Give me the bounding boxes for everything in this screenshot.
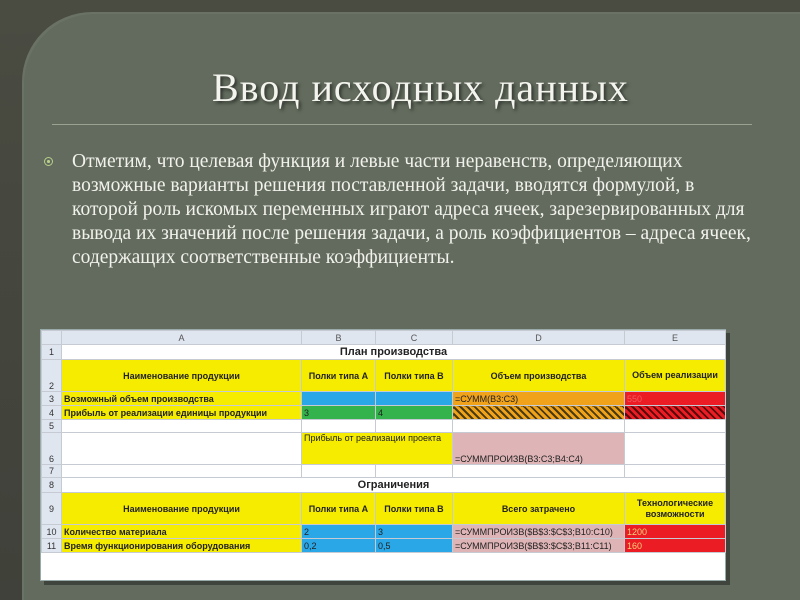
cell-a11: Время функционирования оборудования [62, 539, 302, 553]
column-header: C [376, 331, 453, 345]
sheet-row [42, 525, 726, 539]
cell-d7 [453, 465, 625, 478]
row-number: 2 [42, 360, 62, 392]
cell-d3: =СУММ(B3:C3) [453, 392, 625, 406]
cell-e11: 160 [625, 539, 726, 553]
cell-e3 [625, 392, 726, 406]
cell-b7 [302, 465, 376, 478]
sheet-row [42, 345, 726, 360]
title-divider [52, 124, 752, 125]
column-header: E [625, 331, 726, 345]
sheet-row [42, 465, 726, 478]
cell-e10: 1200 [625, 525, 726, 539]
column-header: B [302, 331, 376, 345]
cell-a10: Количество материала [62, 525, 302, 539]
cell-b9: Полки типа А [302, 493, 376, 525]
column-header: D [453, 331, 625, 345]
sheet-row [42, 406, 726, 420]
bullet-icon [44, 157, 53, 166]
row-number: 5 [42, 420, 62, 433]
row-number: 7 [42, 465, 62, 478]
cell-e7 [625, 465, 726, 478]
corner-cell [42, 331, 62, 345]
sheet-row [42, 478, 726, 493]
row-number: 8 [42, 478, 62, 493]
row-number: 10 [42, 525, 62, 539]
cell-e5 [625, 420, 726, 433]
cell-a7 [62, 465, 302, 478]
cell-b11: 0,2 [302, 539, 376, 553]
constraints-title: Ограничения [62, 478, 726, 493]
cell-e6 [625, 433, 726, 465]
plan-title: План производства [62, 345, 726, 360]
sheet-row [42, 539, 726, 553]
cell-c2: Полки типа В [376, 360, 453, 392]
cell-c4: 4 [376, 406, 453, 420]
cell-b3 [302, 392, 376, 406]
row-number: 6 [42, 433, 62, 465]
cell-b4: 3 [302, 406, 376, 420]
cell-d4 [453, 406, 625, 420]
cell-e3-value: 550 [627, 393, 643, 404]
row-number: 3 [42, 392, 62, 406]
cell-c11: 0,5 [376, 539, 453, 553]
cell-b6: Прибыль от реализации проекта [302, 433, 453, 465]
cell-d9: Всего затрачено [453, 493, 625, 525]
cell-d2: Объем производства [453, 360, 625, 392]
cell-c10: 3 [376, 525, 453, 539]
row-number: 11 [42, 539, 62, 553]
cell-e4 [625, 406, 726, 420]
cell-d5 [453, 420, 625, 433]
sheet-row [42, 493, 726, 525]
cell-b2: Полки типа А [302, 360, 376, 392]
sheet-row [42, 360, 726, 392]
cell-b10: 2 [302, 525, 376, 539]
spreadsheet-image [40, 329, 726, 581]
row-number: 1 [42, 345, 62, 360]
sheet-row [42, 392, 726, 406]
cell-c5 [376, 420, 453, 433]
sheet-row [42, 420, 726, 433]
cell-d6: =СУММПРОИЗВ(B3:C3;B4:C4) [453, 433, 625, 465]
spreadsheet-grid [41, 330, 726, 553]
cell-c3 [376, 392, 453, 406]
row-number: 9 [42, 493, 62, 525]
cell-d11: =СУММПРОИЗВ($B$3:$C$3;B11:C11) [453, 539, 625, 553]
cell-d10: =СУММПРОИЗВ($B$3:$C$3;B10:C10) [453, 525, 625, 539]
cell-a5 [62, 420, 302, 433]
row-number: 4 [42, 406, 62, 420]
cell-e9: Технологические возможности [625, 493, 726, 525]
cell-a3: Возможный объем производства [62, 392, 302, 406]
cell-b5 [302, 420, 376, 433]
sheet-row [42, 433, 726, 465]
cell-a6 [62, 433, 302, 465]
cell-e2: Объем реализации [625, 360, 726, 392]
column-header: A [62, 331, 302, 345]
column-header-row [42, 331, 726, 345]
cell-c9: Полки типа В [376, 493, 453, 525]
cell-a2: Наименование продукции [62, 360, 302, 392]
slide-title: Ввод исходных данных [212, 65, 629, 110]
cell-c7 [376, 465, 453, 478]
cell-a4: Прибыль от реализации единицы продукции [62, 406, 302, 420]
body-text: Отметим, что целевая функция и левые части неравенств, определяющих возможные варианты решения поставленной задачи, вводятся формулой, в которой роль искомых переменных играют адреса ячеек, зарезервированных для вывода их значений после решения задачи, а роль коэффициентов – адреса ячеек, содержащих соответственные коэффициенты. [72, 151, 751, 268]
cell-a9: Наименование продукции [62, 493, 302, 525]
